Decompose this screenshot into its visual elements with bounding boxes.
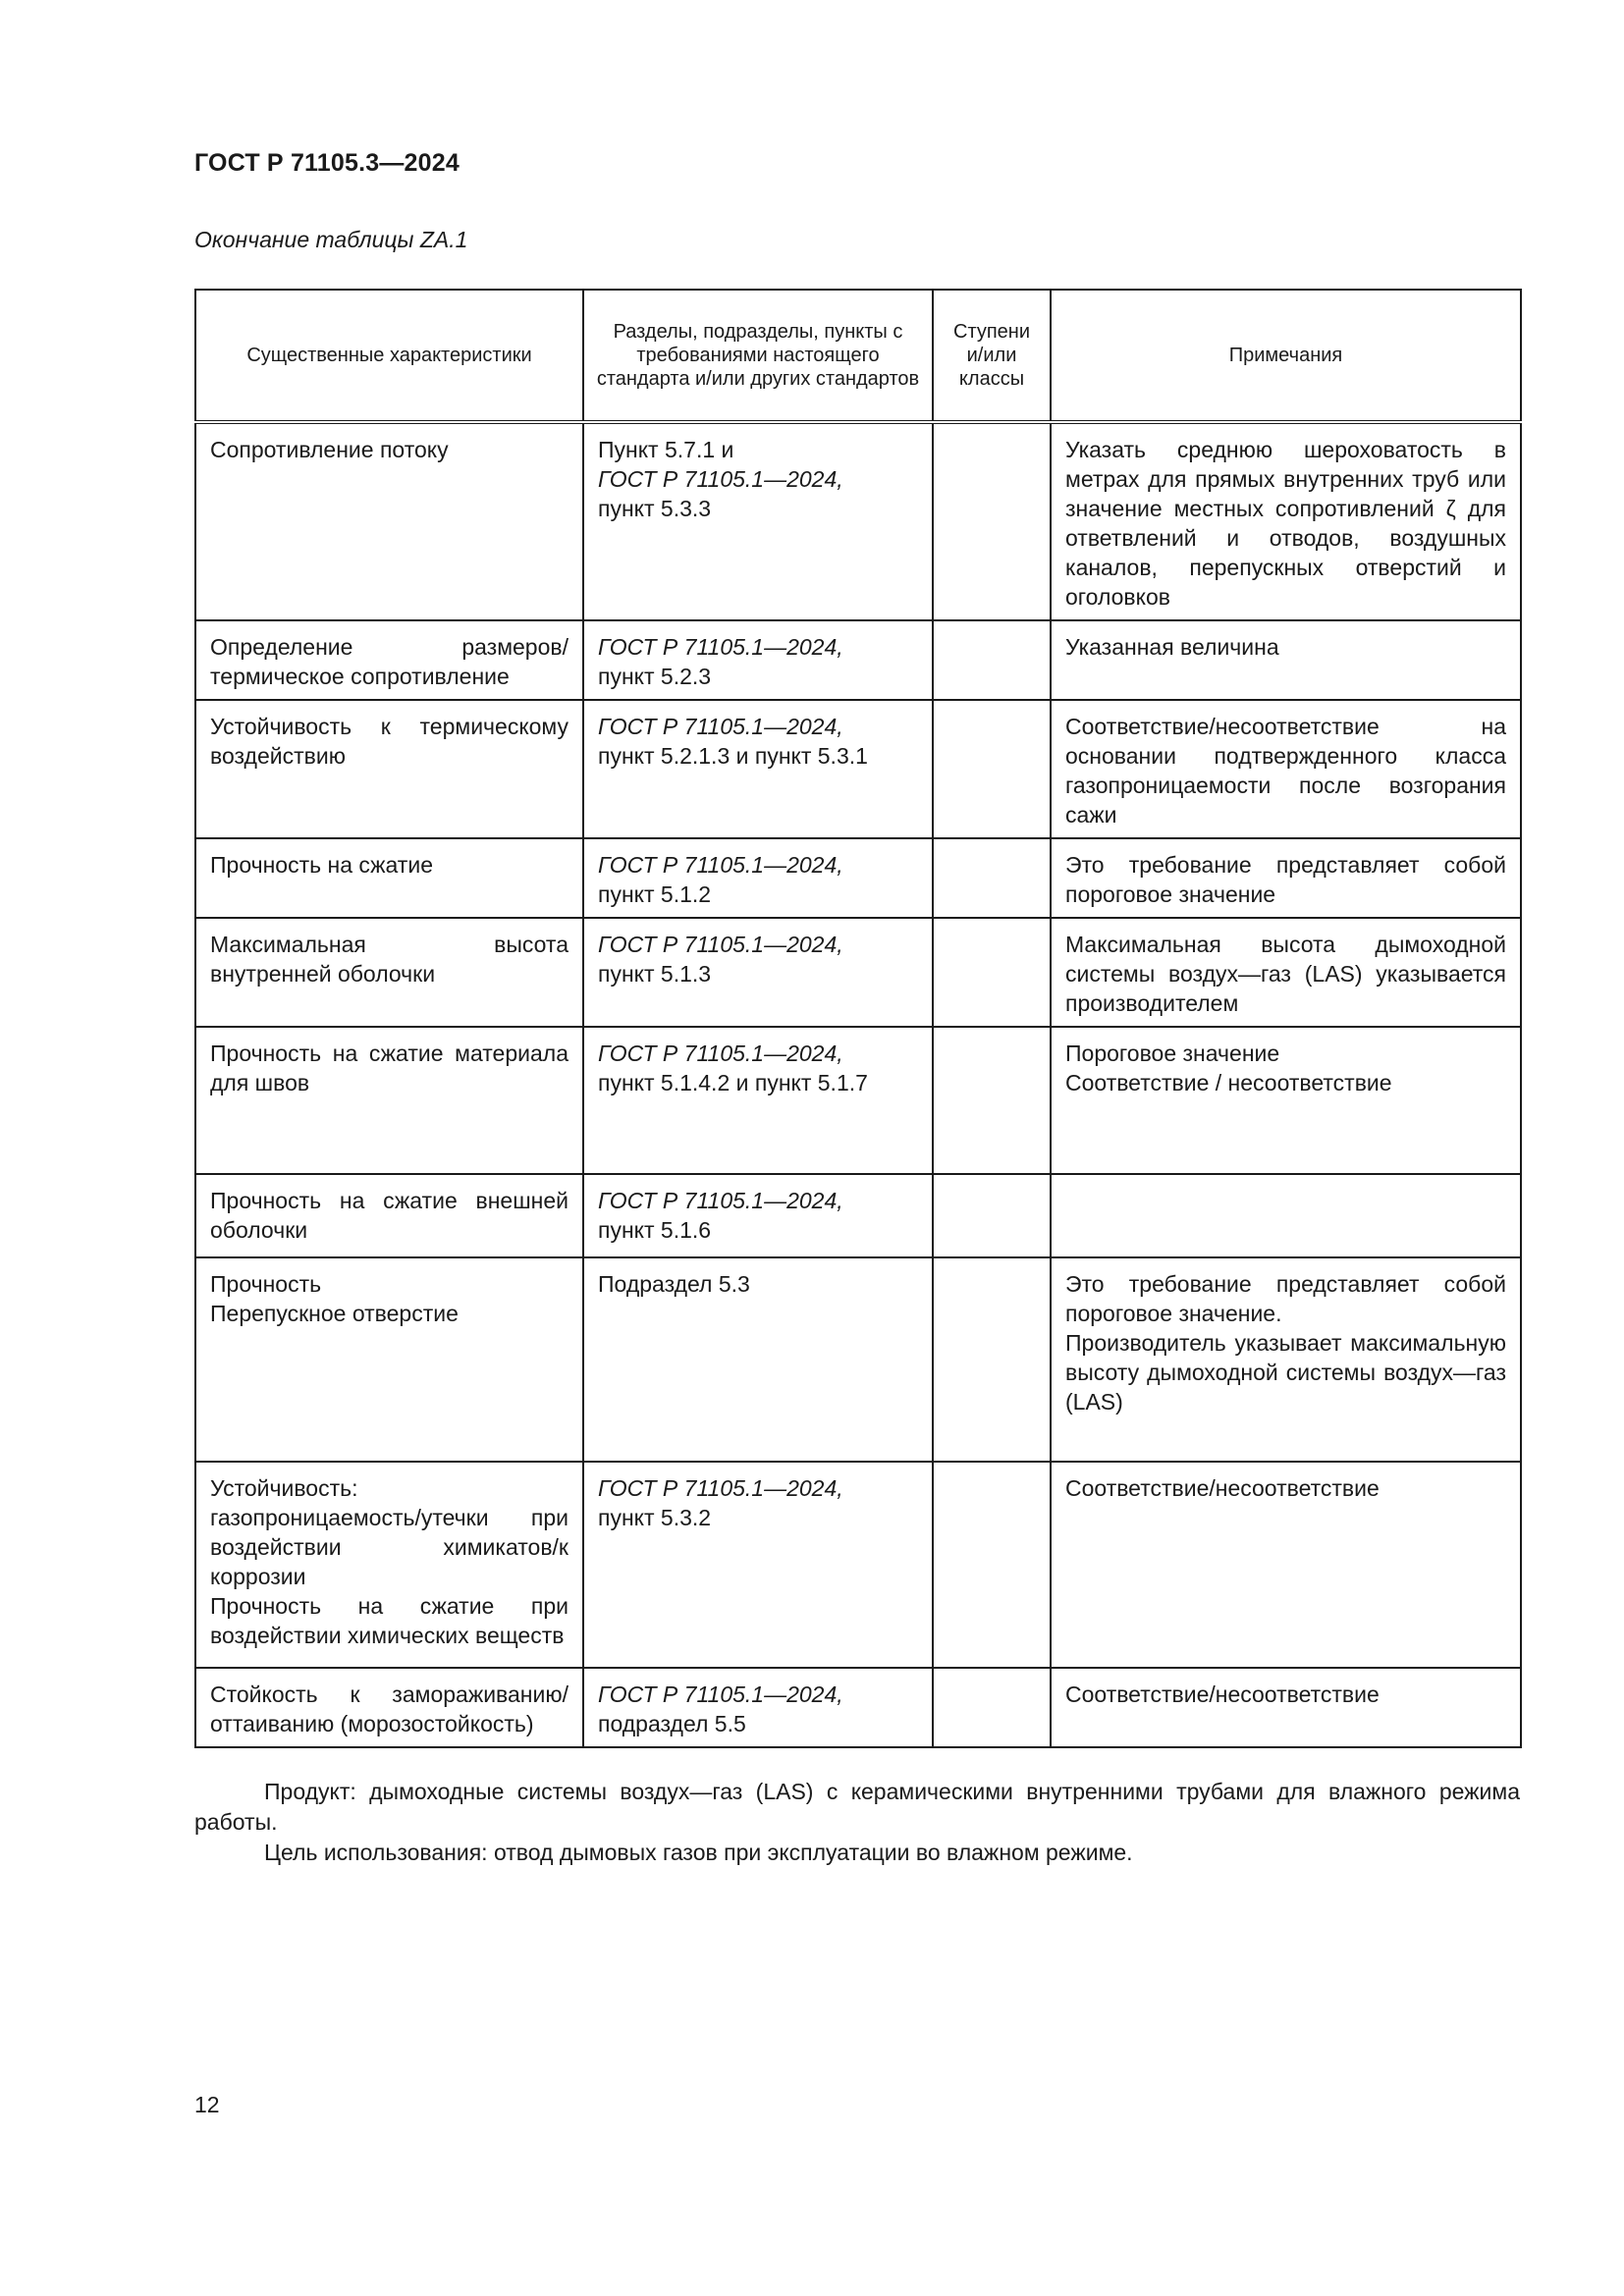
- reference-line: пункт 5.3.3: [598, 496, 712, 521]
- class-cell: [933, 1174, 1051, 1257]
- note-cell: Это требование представляет собой пороговое значение: [1051, 838, 1521, 918]
- characteristic-cell: [195, 1462, 583, 1668]
- note-cell: [1051, 1257, 1521, 1462]
- note-line: Производитель указывает максимальную высоту дымоходной системы воздух—газ (LAS): [1065, 1330, 1506, 1415]
- reference-line: ГОСТ Р 71105.1—2024,: [598, 714, 843, 739]
- characteristic-cell: Прочность на сжатие материала для швов: [195, 1027, 583, 1174]
- characteristic-cell: [195, 1257, 583, 1462]
- class-cell: [933, 422, 1051, 620]
- table-header-row: [195, 290, 1521, 422]
- class-cell: [933, 1668, 1051, 1747]
- table-row: [195, 1462, 1521, 1668]
- class-cell: [933, 700, 1051, 838]
- note-cell: Соответствие/несоответствие: [1051, 1462, 1521, 1668]
- table-row: [195, 1027, 1521, 1174]
- reference-line: подраздел 5.5: [598, 1711, 746, 1736]
- header-notes: Примечания: [1051, 290, 1521, 422]
- characteristic-line: Прочность: [210, 1271, 322, 1297]
- table-row: [195, 838, 1521, 918]
- purpose-note: Цель использования: отвод дымовых газов при эксплуатации во влажном режиме.: [264, 1840, 1133, 1865]
- table-row: [195, 1257, 1521, 1462]
- table-row: [195, 620, 1521, 700]
- note-line: Соответствие / несоответствие: [1065, 1070, 1392, 1095]
- class-cell: [933, 620, 1051, 700]
- reference-line: пункт 5.1.4.2 и пункт 5.1.7: [598, 1070, 868, 1095]
- note-cell: Соответствие/несоответствие: [1051, 1668, 1521, 1747]
- reference-line: пункт 5.3.2: [598, 1505, 712, 1530]
- reference-line: ГОСТ Р 71105.1—2024,: [598, 1475, 843, 1501]
- characteristic-cell: Прочность на сжатие внешней оболочки: [195, 1174, 583, 1257]
- characteristic-cell: Прочность на сжатие: [195, 838, 583, 918]
- class-cell: [933, 918, 1051, 1027]
- reference-line: пункт 5.1.2: [598, 881, 712, 907]
- table-row: [195, 918, 1521, 1027]
- reference-line: пункт 5.1.6: [598, 1217, 712, 1243]
- reference-line: ГОСТ Р 71105.1—2024,: [598, 1188, 843, 1213]
- table-row: [195, 700, 1521, 838]
- class-cell: [933, 1027, 1051, 1174]
- note-line: Это требование представляет собой пороговое значение.: [1065, 1271, 1506, 1326]
- document-code: ГОСТ Р 71105.3—2024: [194, 149, 460, 177]
- reference-cell: [583, 422, 933, 620]
- reference-cell: [583, 1257, 933, 1462]
- reference-line: ГОСТ Р 71105.1—2024,: [598, 852, 843, 878]
- note-cell: Соответствие/несоответствие на основании подтвержденного класса газопроницаемости после возгорания сажи: [1051, 700, 1521, 838]
- note-line: Пороговое значение: [1065, 1041, 1280, 1066]
- reference-line: пункт 5.2.1.3 и пункт 5.3.1: [598, 743, 868, 769]
- characteristic-cell: Стойкость к замораживанию/оттаиванию (морозостойкость): [195, 1668, 583, 1747]
- characteristic-cell: Максимальная высота внутренней оболочки: [195, 918, 583, 1027]
- table-row: [195, 422, 1521, 620]
- header-classes: Ступени и/или классы: [933, 290, 1051, 422]
- header-references: Разделы, подразделы, пункты с требованиями настоящего стандарта и/или других стандартов: [583, 290, 933, 422]
- characteristic-cell: Сопротивление потоку: [195, 422, 583, 620]
- characteristic-line: Перепускное отверстие: [210, 1301, 459, 1326]
- table-row: [195, 1174, 1521, 1257]
- reference-cell: [583, 620, 933, 700]
- note-cell: Максимальная высота дымоходной системы воздух—газ (LAS) указывается производителем: [1051, 918, 1521, 1027]
- note-cell: Указать среднюю шероховатость в метрах для прямых внутренних труб или значение местных сопротивлений ζ для ответвлений и отводов, воздушных каналов, перепускных отверстий и оголовков: [1051, 422, 1521, 620]
- requirements-table: [194, 289, 1522, 1748]
- table-caption: Окончание таблицы ZA.1: [194, 227, 468, 252]
- footer-notes: [194, 1777, 1520, 1868]
- reference-cell: [583, 1462, 933, 1668]
- reference-cell: [583, 1027, 933, 1174]
- characteristic-cell: Определение размеров/термическое сопротивление: [195, 620, 583, 700]
- note-cell: [1051, 1174, 1521, 1257]
- characteristic-line: Прочность на сжатие при воздействии химических веществ: [210, 1593, 568, 1648]
- class-cell: [933, 1257, 1051, 1462]
- class-cell: [933, 838, 1051, 918]
- page-number: 12: [194, 2092, 220, 2117]
- reference-line: Подраздел 5.3: [598, 1271, 750, 1297]
- reference-line: ГОСТ Р 71105.1—2024,: [598, 1682, 843, 1707]
- table-row: [195, 1668, 1521, 1747]
- reference-cell: [583, 1174, 933, 1257]
- reference-cell: [583, 918, 933, 1027]
- product-note: Продукт: дымоходные системы воздух—газ (LAS) с керамическими внутренними трубами для влажного режима работы.: [194, 1779, 1520, 1835]
- characteristic-line: Устойчивость: газопроницаемость/утечки при воздействии химикатов/к коррозии: [210, 1475, 568, 1589]
- reference-line: ГОСТ Р 71105.1—2024,: [598, 466, 843, 492]
- note-cell: Указанная величина: [1051, 620, 1521, 700]
- note-cell: [1051, 1027, 1521, 1174]
- reference-line: пункт 5.2.3: [598, 664, 712, 689]
- characteristic-cell: Устойчивость к термическому воздействию: [195, 700, 583, 838]
- reference-line: пункт 5.1.3: [598, 961, 712, 987]
- header-characteristics: Существенные характеристики: [195, 290, 583, 422]
- reference-cell: [583, 1668, 933, 1747]
- reference-line: ГОСТ Р 71105.1—2024,: [598, 1041, 843, 1066]
- reference-line: ГОСТ Р 71105.1—2024,: [598, 932, 843, 957]
- class-cell: [933, 1462, 1051, 1668]
- reference-line: ГОСТ Р 71105.1—2024,: [598, 634, 843, 660]
- reference-cell: [583, 838, 933, 918]
- reference-line: Пункт 5.7.1 и: [598, 437, 734, 462]
- reference-cell: [583, 700, 933, 838]
